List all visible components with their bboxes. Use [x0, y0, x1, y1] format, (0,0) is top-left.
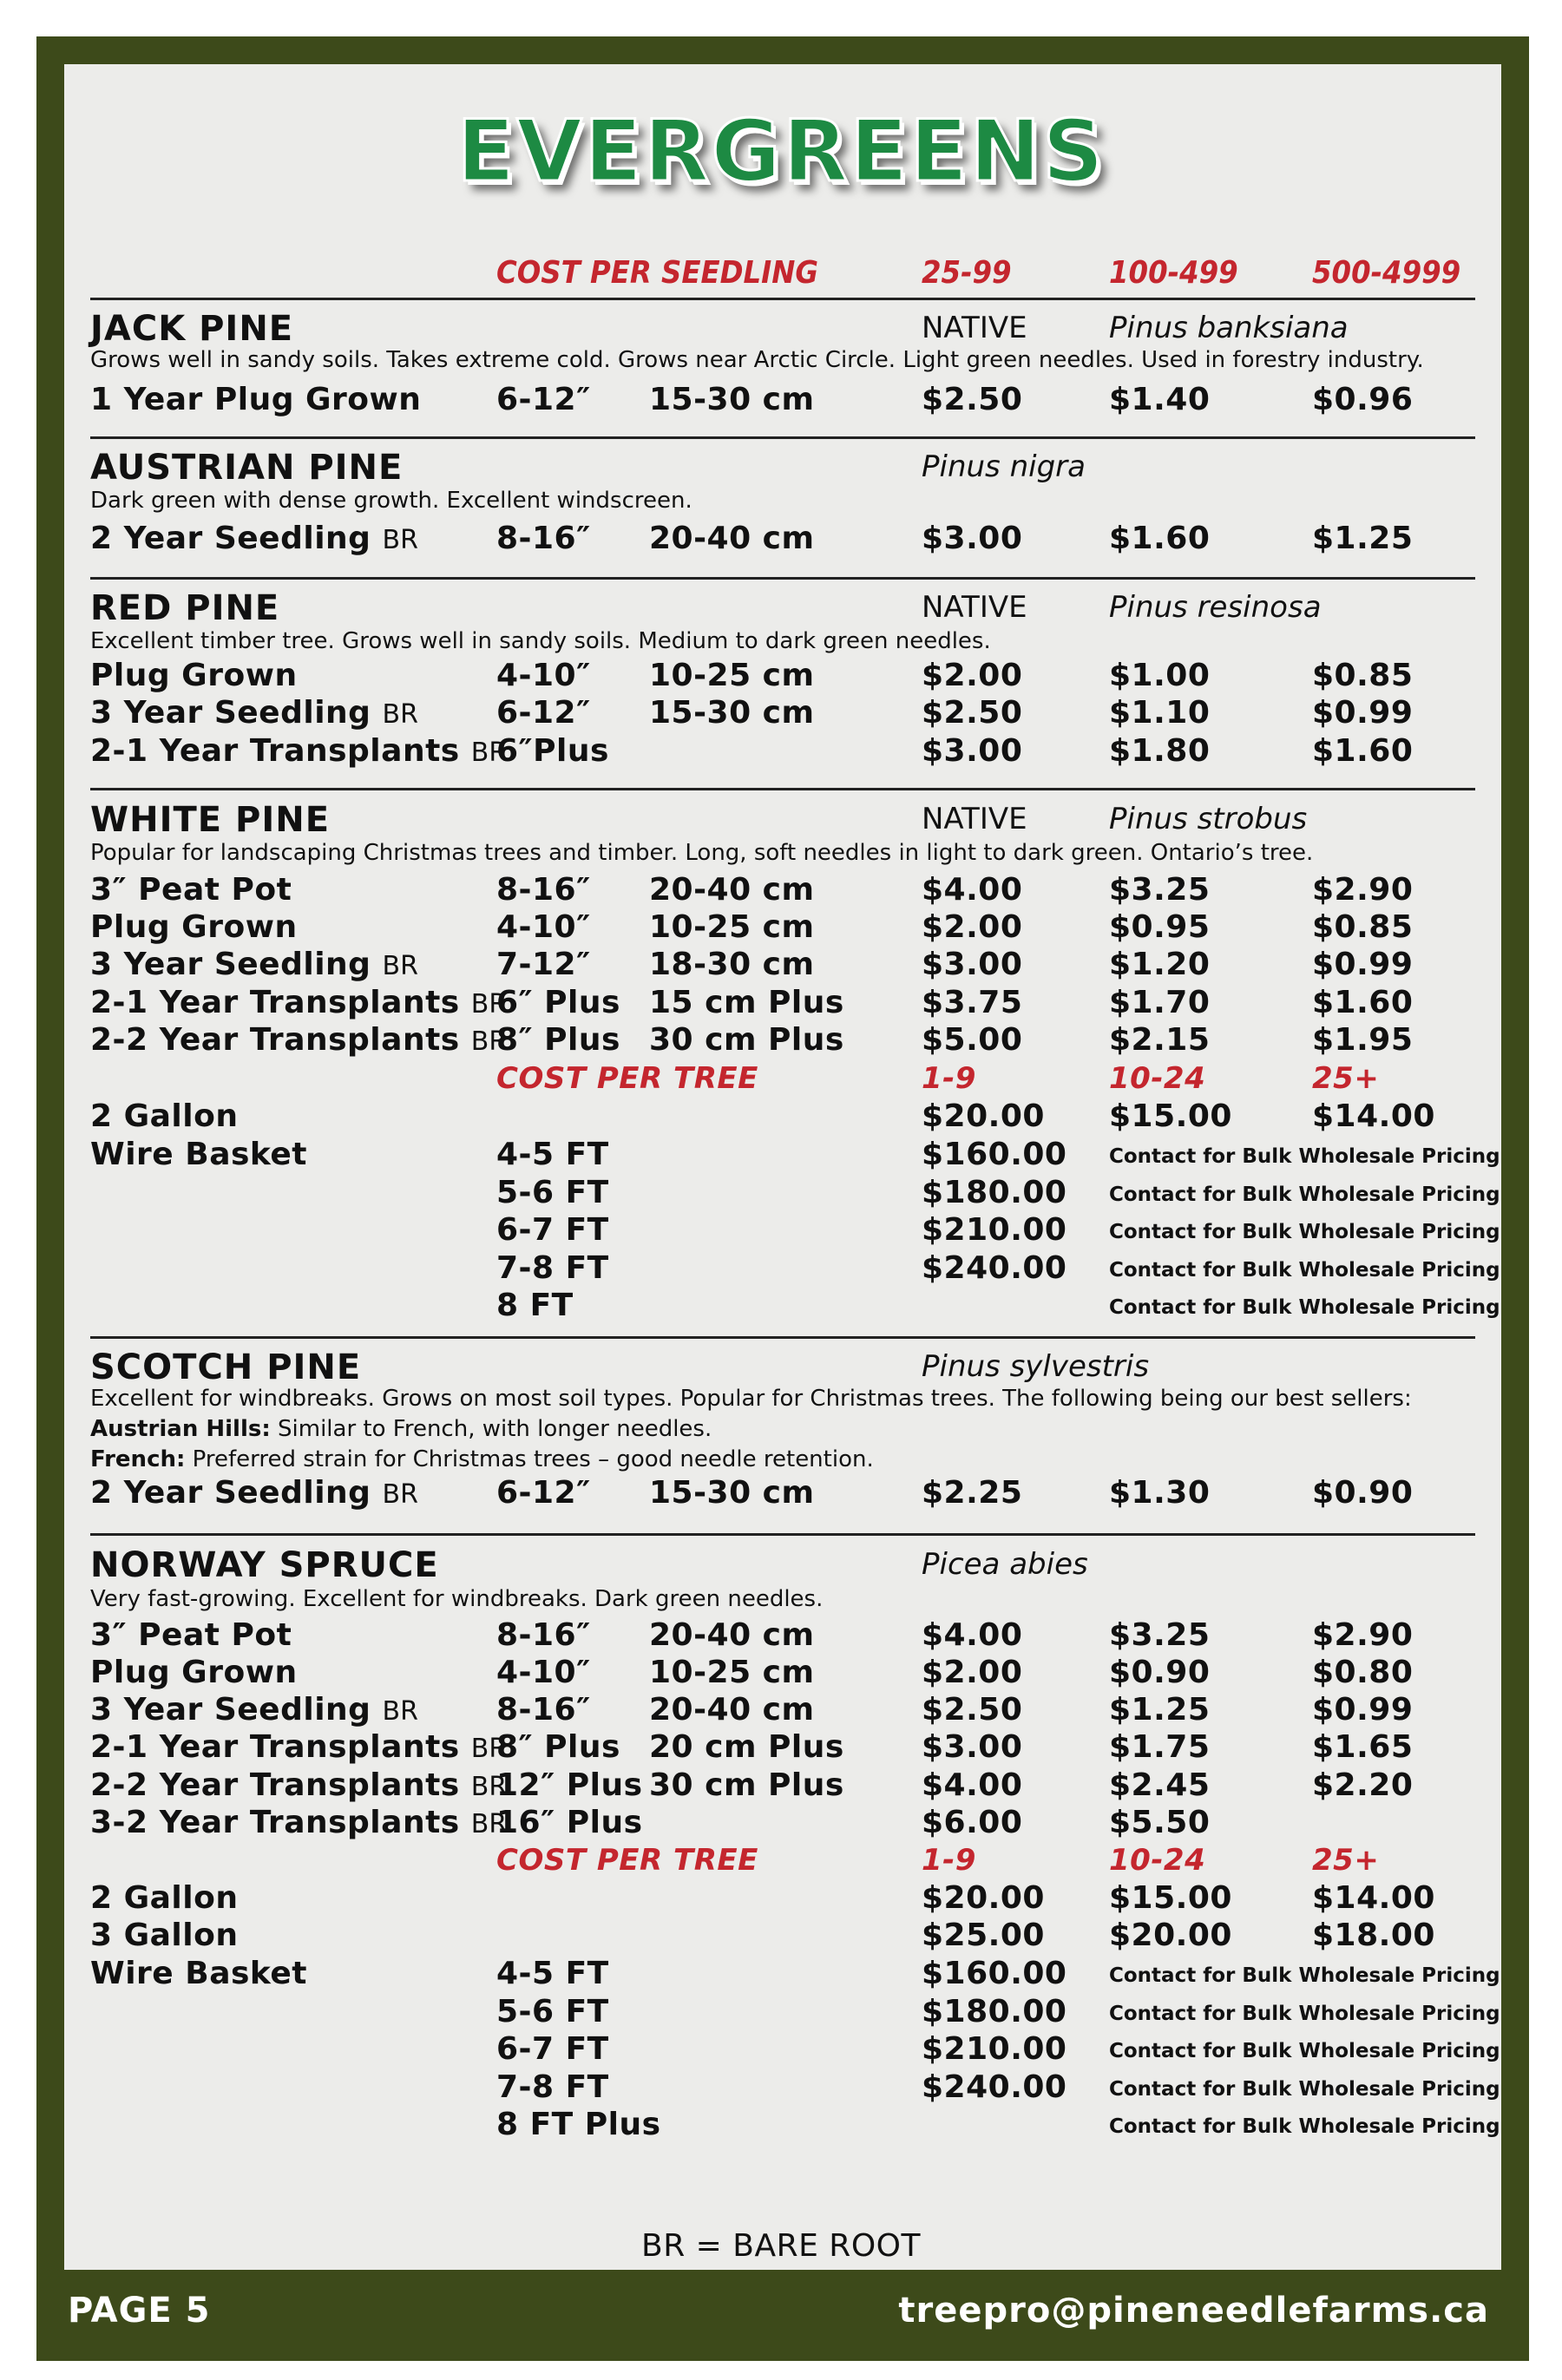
price-tier-2: $2.45 [1109, 1767, 1211, 1803]
price-tier-3: $2.90 [1312, 872, 1414, 908]
size-inches: 7-12″ [496, 947, 591, 982]
price-tier-1: $20.00 [922, 1880, 1045, 1916]
product-cell [90, 695, 418, 731]
wire-basket-row [0, 2107, 1562, 2145]
price-tier-3: $0.99 [1312, 695, 1414, 731]
price-tier-1: $3.00 [922, 1729, 1023, 1765]
cost-per-tree-header [0, 1061, 1562, 1099]
price-tier-1: $5.00 [922, 1022, 1023, 1058]
size-inches: 16″ Plus [496, 1805, 643, 1840]
cost-per-seedling-header: COST PER SEEDLING [496, 255, 818, 291]
price-tier-3: $1.65 [1312, 1729, 1414, 1765]
tree-qty-3: 25+ [1312, 1061, 1380, 1096]
native-label: NATIVE [922, 590, 1027, 625]
section-title: SCOTCH PINE [90, 1347, 362, 1387]
price-tier-3: $1.60 [1312, 733, 1414, 769]
price-tier-2: $2.15 [1109, 1022, 1211, 1058]
size-inches: 6-12″ [496, 382, 591, 417]
price-tier-3: $1.60 [1312, 985, 1414, 1020]
wire-basket-label: Wire Basket [90, 1137, 308, 1172]
price-row [0, 1805, 1562, 1843]
basket-price: $210.00 [922, 1212, 1067, 1248]
wire-basket-row [0, 1288, 1562, 1326]
price-tier-1: $2.00 [922, 658, 1023, 693]
bulk-pricing-note: Contact for Bulk Wholesale Pricing [1109, 1183, 1500, 1206]
page-title: EVERGREENS [456, 102, 1106, 201]
basket-price: $240.00 [922, 1249, 1067, 1286]
price-tier-1: $2.50 [922, 695, 1023, 731]
bare-root-tag: BR [382, 1696, 418, 1727]
size-inches: 8″ Plus [496, 1022, 620, 1058]
price-tier-2: $0.90 [1109, 1655, 1211, 1690]
wire-basket-row [0, 2069, 1562, 2108]
latin-name: Pinus sylvestris [922, 1349, 1150, 1384]
size-cm: 20-40 cm [649, 872, 815, 908]
product-name: 2-1 Year Transplants [90, 1729, 460, 1765]
section-description: Dark green with dense growth. Excellent windscreen. [90, 488, 692, 514]
basket-height: 4-5 FT [496, 1137, 609, 1172]
strain-label: French: [90, 1446, 186, 1472]
wire-basket-row [0, 1137, 1562, 1175]
price-tier-2: $20.00 [1109, 1918, 1232, 1953]
basket-price: $180.00 [922, 1174, 1067, 1210]
product-name: Plug Grown [90, 909, 298, 945]
bare-root-tag: BR [382, 951, 418, 981]
price-tier-2: $1.20 [1109, 947, 1211, 982]
price-row [0, 1729, 1562, 1767]
page-number: PAGE 5 [68, 2291, 211, 2331]
size-cm: 10-25 cm [649, 909, 815, 945]
price-tier-3: $0.85 [1312, 658, 1414, 693]
basket-height: 6-7 FT [496, 2031, 609, 2067]
product-name: 3″ Peat Pot [90, 1617, 292, 1653]
price-tier-2: $1.60 [1109, 521, 1211, 556]
size-cm: 20 cm Plus [649, 1729, 844, 1765]
product-name: 3 Year Seedling [90, 947, 371, 982]
price-tier-1: $4.00 [922, 1767, 1023, 1803]
gallon-row [0, 1918, 1562, 1956]
price-row [0, 909, 1562, 947]
product-cell [90, 909, 298, 945]
basket-price: $210.00 [922, 2031, 1067, 2067]
price-row [0, 1022, 1562, 1060]
product-cell [90, 1617, 292, 1653]
size-cm: 10-25 cm [649, 658, 815, 693]
price-tier-3: $0.80 [1312, 1655, 1414, 1690]
product-cell [90, 1475, 418, 1511]
product-cell [90, 1805, 507, 1840]
qty-header-3: 500-4999 [1312, 255, 1461, 291]
product-cell [90, 1692, 418, 1728]
product-name: 2-2 Year Transplants [90, 1022, 460, 1058]
latin-name: Pinus resinosa [1109, 590, 1322, 625]
product-cell [90, 658, 298, 693]
section-description: Excellent for windbreaks. Grows on most soil types. Popular for Christmas trees. The following being our best sellers: [90, 1386, 1412, 1412]
cost-per-tree-label: COST PER TREE [496, 1843, 758, 1878]
size-cm: 15-30 cm [649, 1475, 815, 1511]
latin-name: Pinus nigra [922, 449, 1086, 484]
wire-basket-row [0, 1956, 1562, 1994]
product-name: 2-1 Year Transplants [90, 733, 460, 769]
price-tier-1: $2.25 [922, 1475, 1023, 1511]
cost-per-tree-label: COST PER TREE [496, 1061, 758, 1096]
product-cell [90, 1729, 507, 1765]
size-cm: 18-30 cm [649, 947, 815, 982]
price-tier-1: $3.00 [922, 947, 1023, 982]
basket-height: 4-5 FT [496, 1956, 609, 1991]
size-inches: 6-12″ [496, 695, 591, 731]
bare-root-note: BR = BARE ROOT [641, 2228, 921, 2264]
tree-qty-1: 1-9 [922, 1061, 976, 1096]
size-cm: 20-40 cm [649, 1617, 815, 1653]
tree-qty-2: 10-24 [1109, 1061, 1206, 1096]
price-tier-1: $4.00 [922, 1617, 1023, 1653]
bulk-pricing-note: Contact for Bulk Wholesale Pricing [1109, 2002, 1500, 2025]
price-tier-3: $14.00 [1312, 1880, 1435, 1916]
size-cm: 15-30 cm [649, 382, 815, 417]
size-inches: 6-12″ [496, 1475, 591, 1511]
price-row [0, 733, 1562, 771]
size-cm: 10-25 cm [649, 1655, 815, 1690]
basket-height: 8 FT [496, 1288, 574, 1323]
bare-root-tag: BR [470, 989, 508, 1020]
product-cell [90, 985, 507, 1020]
bulk-pricing-note: Contact for Bulk Wholesale Pricing [1109, 1221, 1500, 1243]
price-tier-3: $1.25 [1312, 521, 1414, 556]
price-tier-1: $3.00 [922, 733, 1023, 769]
product-cell [90, 733, 507, 769]
basket-height: 5-6 FT [496, 1174, 609, 1210]
product-name: 2 Year Seedling [90, 1475, 371, 1511]
bulk-pricing-note: Contact for Bulk Wholesale Pricing [1109, 2115, 1500, 2138]
latin-name: Pinus banksiana [1109, 311, 1349, 345]
price-row [0, 658, 1562, 696]
price-row [0, 521, 1562, 559]
bulk-pricing-note: Contact for Bulk Wholesale Pricing [1109, 2077, 1500, 2101]
size-cm: 30 cm Plus [649, 1022, 844, 1058]
strain-text: Preferred strain for Christmas trees – good needle retention. [185, 1446, 874, 1472]
price-tier-1: $3.75 [922, 985, 1023, 1020]
size-inches: 4-10″ [496, 1655, 591, 1690]
tree-qty-2: 10-24 [1109, 1843, 1206, 1878]
basket-price: $180.00 [922, 1993, 1067, 2029]
size-inches: 8-16″ [496, 872, 591, 908]
wire-basket-row [0, 1212, 1562, 1250]
price-row [0, 1617, 1562, 1656]
wire-basket-row [0, 1250, 1562, 1288]
section-rule [90, 1336, 1475, 1339]
basket-height: 8 FT Plus [496, 2107, 661, 2142]
footer-email: treepro@pineneedlefarms.ca [898, 2291, 1489, 2331]
cost-per-tree-header [0, 1843, 1562, 1881]
product-name: 3 Year Seedling [90, 1692, 371, 1728]
section-title: AUSTRIAN PINE [90, 448, 404, 488]
tree-qty-3: 25+ [1312, 1843, 1380, 1878]
price-tier-3: $0.99 [1312, 1692, 1414, 1728]
product-name: 1 Year Plug Grown [90, 382, 422, 417]
bare-root-tag: BR [470, 738, 508, 768]
wire-basket-row [0, 1994, 1562, 2032]
section-description: Popular for landscaping Christmas trees and timber. Long, soft needles in light to dark green. Ontario’s tree. [90, 840, 1314, 866]
size-inches: 8-16″ [496, 1692, 591, 1728]
bare-root-tag: BR [382, 699, 418, 730]
price-tier-3: $0.85 [1312, 909, 1414, 945]
gallon-name: 3 Gallon [90, 1918, 239, 1953]
tree-qty-1: 1-9 [922, 1843, 976, 1878]
size-cm: 15 cm Plus [649, 985, 844, 1020]
size-inches: 8-16″ [496, 521, 591, 556]
price-row [0, 1692, 1562, 1730]
price-tier-2: $1.75 [1109, 1729, 1211, 1765]
size-inches: 6″Plus [496, 733, 609, 769]
bulk-pricing-note: Contact for Bulk Wholesale Pricing [1109, 1964, 1500, 1987]
price-tier-3: $0.99 [1312, 947, 1414, 982]
section-title: JACK PINE [90, 309, 294, 349]
size-inches: 6″ Plus [496, 985, 620, 1020]
basket-height: 7-8 FT [496, 1249, 609, 1286]
section-description: Grows well in sandy soils. Takes extreme cold. Grows near Arctic Circle. Light green needles. Used in forestry industry. [90, 347, 1424, 373]
section-description: Very fast-growing. Excellent for windbreaks. Dark green needles. [90, 1586, 824, 1612]
price-tier-2: $0.95 [1109, 909, 1211, 945]
price-tier-2: $15.00 [1109, 1880, 1232, 1916]
bare-root-tag: BR [382, 525, 418, 555]
price-row [0, 872, 1562, 910]
section-rule [90, 298, 1475, 300]
latin-name: Picea abies [922, 1547, 1088, 1582]
basket-price: $160.00 [922, 1137, 1067, 1172]
size-cm: 30 cm Plus [649, 1767, 844, 1803]
strain-description [90, 1416, 712, 1442]
size-inches: 8″ Plus [496, 1729, 620, 1765]
latin-name: Pinus strobus [1109, 802, 1308, 836]
price-tier-1: $2.00 [922, 909, 1023, 945]
price-tier-2: $1.10 [1109, 695, 1211, 731]
product-cell [90, 947, 418, 982]
price-tier-2: $1.25 [1109, 1692, 1211, 1728]
section-rule [90, 788, 1475, 790]
section-title: RED PINE [90, 588, 280, 628]
bare-root-tag: BR [382, 1479, 418, 1510]
bare-root-tag: BR [470, 1809, 508, 1839]
product-cell [90, 1022, 507, 1058]
section-rule [90, 1533, 1475, 1536]
price-tier-1: $4.00 [922, 872, 1023, 908]
price-tier-2: $3.25 [1109, 1617, 1211, 1653]
price-row [0, 1767, 1562, 1806]
product-name: 3″ Peat Pot [90, 872, 292, 908]
basket-price: $240.00 [922, 2069, 1067, 2105]
price-row [0, 947, 1562, 985]
price-row [0, 985, 1562, 1023]
price-tier-3: $0.90 [1312, 1475, 1414, 1511]
price-tier-3: $0.96 [1312, 382, 1414, 417]
size-cm: 20-40 cm [649, 1692, 815, 1728]
price-tier-1: $25.00 [922, 1918, 1045, 1953]
size-inches: 12″ Plus [496, 1767, 643, 1803]
product-name: 2 Year Seedling [90, 521, 371, 556]
section-title: NORWAY SPRUCE [90, 1545, 439, 1585]
product-cell [90, 521, 418, 556]
price-tier-3: $1.95 [1312, 1022, 1414, 1058]
size-inches: 8-16″ [496, 1617, 591, 1653]
price-tier-2: $1.40 [1109, 382, 1211, 417]
price-tier-2: $1.80 [1109, 733, 1211, 769]
strain-description [90, 1446, 874, 1472]
bare-root-tag: BR [470, 1772, 508, 1802]
product-name: Plug Grown [90, 1655, 298, 1690]
strain-text: Similar to French, with longer needles. [270, 1416, 712, 1442]
wire-basket-label: Wire Basket [90, 1956, 308, 1991]
gallon-name: 2 Gallon [90, 1098, 239, 1134]
price-tier-2: $5.50 [1109, 1805, 1211, 1840]
size-cm: 15-30 cm [649, 695, 815, 731]
bulk-pricing-note: Contact for Bulk Wholesale Pricing [1109, 1145, 1500, 1168]
price-tier-2: $1.30 [1109, 1475, 1211, 1511]
size-inches: 4-10″ [496, 909, 591, 945]
price-tier-3: $2.20 [1312, 1767, 1414, 1803]
price-tier-2: $3.25 [1109, 872, 1211, 908]
gallon-name: 2 Gallon [90, 1880, 239, 1916]
bare-root-tag: BR [470, 1026, 508, 1057]
product-cell [90, 1767, 507, 1803]
bulk-pricing-note: Contact for Bulk Wholesale Pricing [1109, 1296, 1500, 1319]
price-row [0, 382, 1562, 420]
price-tier-1: $2.00 [922, 1655, 1023, 1690]
size-inches: 4-10″ [496, 658, 591, 693]
product-name: 3 Year Seedling [90, 695, 371, 731]
price-tier-1: $6.00 [922, 1805, 1023, 1840]
section-title: WHITE PINE [90, 800, 331, 840]
price-tier-1: $20.00 [922, 1098, 1045, 1134]
strain-label: Austrian Hills: [90, 1416, 271, 1442]
wire-basket-row [0, 1175, 1562, 1213]
bulk-pricing-note: Contact for Bulk Wholesale Pricing [1109, 1258, 1500, 1282]
product-name: Plug Grown [90, 658, 298, 693]
native-label: NATIVE [922, 311, 1027, 345]
price-tier-2: $1.00 [1109, 658, 1211, 693]
price-row [0, 1655, 1562, 1693]
bulk-pricing-note: Contact for Bulk Wholesale Pricing [1109, 2040, 1500, 2062]
gallon-row [0, 1880, 1562, 1918]
price-tier-3: $14.00 [1312, 1098, 1435, 1134]
product-cell [90, 1655, 298, 1690]
section-rule [90, 436, 1475, 439]
price-row [0, 695, 1562, 733]
qty-header-2: 100-499 [1109, 255, 1238, 291]
price-tier-3: $18.00 [1312, 1918, 1435, 1953]
section-description: Excellent timber tree. Grows well in sandy soils. Medium to dark green needles. [90, 628, 991, 654]
price-tier-2: $1.70 [1109, 985, 1211, 1020]
basket-height: 7-8 FT [496, 2069, 609, 2105]
size-cm: 20-40 cm [649, 521, 815, 556]
price-tier-2: $15.00 [1109, 1098, 1232, 1134]
product-name: 3-2 Year Transplants [90, 1805, 460, 1840]
qty-header-1: 25-99 [922, 255, 1012, 291]
product-name: 2-2 Year Transplants [90, 1767, 460, 1803]
price-row [0, 1475, 1562, 1513]
gallon-row [0, 1098, 1562, 1137]
section-rule [90, 577, 1475, 580]
product-cell [90, 872, 292, 908]
product-cell [90, 382, 421, 417]
basket-height: 6-7 FT [496, 1212, 609, 1248]
native-label: NATIVE [922, 802, 1027, 836]
bare-root-tag: BR [470, 1734, 508, 1764]
basket-price: $160.00 [922, 1956, 1067, 1991]
price-tier-1: $2.50 [922, 1692, 1023, 1728]
price-tier-1: $2.50 [922, 382, 1023, 417]
price-tier-1: $3.00 [922, 521, 1023, 556]
basket-height: 5-6 FT [496, 1993, 609, 2029]
wire-basket-row [0, 2031, 1562, 2069]
product-name: 2-1 Year Transplants [90, 985, 460, 1020]
price-tier-3: $2.90 [1312, 1617, 1414, 1653]
